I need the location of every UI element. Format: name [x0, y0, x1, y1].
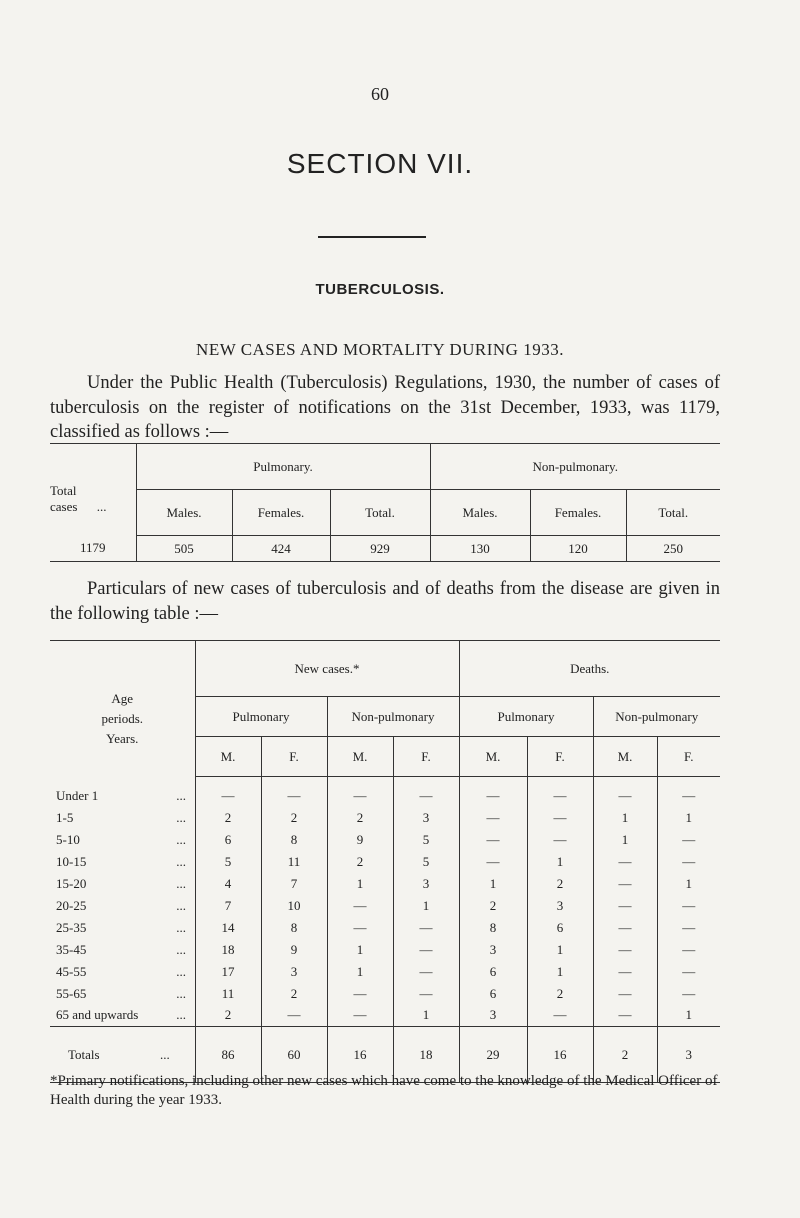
table-row: [50, 939, 720, 961]
age-period: 10-15 ...: [56, 853, 186, 869]
col-header: Males.: [430, 490, 530, 536]
table-cell: —: [527, 829, 593, 851]
table-cell: 1: [459, 873, 527, 895]
table-cell: —: [261, 1005, 327, 1027]
table-cell: 6: [459, 983, 527, 1005]
age-period: 25-35 ...: [56, 919, 186, 935]
table-cell: —: [393, 917, 459, 939]
footnote: *Primary notifications, including other new cases which have come to the knowledge of the Medical Officer of Health during the year 1933.: [50, 1073, 718, 1108]
table-row: [50, 873, 720, 895]
new-cases-header: New cases.*: [195, 641, 459, 697]
table-cell: —: [593, 851, 657, 873]
col-header: Total.: [330, 490, 430, 536]
table-cell: 2: [261, 983, 327, 1005]
table-row: [50, 829, 720, 851]
deaths-pulmonary-header: Pulmonary: [459, 697, 593, 737]
table-cell: —: [657, 983, 720, 1005]
totals-value: 16: [527, 1027, 593, 1083]
table-row: [50, 777, 720, 807]
age-period: 55-65 ...: [56, 985, 186, 1001]
age-period: Under 1 ...: [56, 787, 186, 803]
summary-value: 929: [330, 536, 430, 562]
table-cell: 6: [527, 917, 593, 939]
table-cell: 2: [459, 895, 527, 917]
table-cell: 18: [195, 939, 261, 961]
table-cell: —: [657, 777, 720, 807]
table-cell: —: [327, 917, 393, 939]
non-pulmonary-header: Non-pulmonary.: [430, 444, 720, 490]
table-cell: 8: [261, 917, 327, 939]
summary-value: 250: [626, 536, 720, 562]
deaths-header: Deaths.: [459, 641, 720, 697]
table-cell: 2: [195, 1005, 261, 1027]
table-row: [50, 917, 720, 939]
summary-value: 130: [430, 536, 530, 562]
particulars-paragraph: Particulars of new cases of tuberculosis and of deaths from the disease are given in the following table :—: [50, 579, 720, 624]
table-cell: —: [459, 777, 527, 807]
table-cell: 3: [527, 895, 593, 917]
table-cell: 3: [393, 807, 459, 829]
table-cell: —: [593, 1005, 657, 1027]
table-cell: 5: [195, 851, 261, 873]
table-cell: —: [327, 777, 393, 807]
title-divider: [318, 236, 426, 238]
table-cell: —: [593, 777, 657, 807]
table-cell: 7: [261, 873, 327, 895]
table-cell: —: [657, 829, 720, 851]
table-cell: —: [393, 939, 459, 961]
table-cell: 5: [393, 851, 459, 873]
table-cell: 7: [195, 895, 261, 917]
pulmonary-header: Pulmonary.: [136, 444, 430, 490]
table-cell: 1: [327, 939, 393, 961]
table-cell: 14: [195, 917, 261, 939]
summary-value: 424: [232, 536, 330, 562]
sex-header: F.: [657, 737, 720, 777]
age-period: 5-10 ...: [56, 831, 186, 847]
table-cell: 1: [393, 895, 459, 917]
age-period: 20-25 ...: [56, 897, 186, 913]
age-period: 35-45 ...: [56, 941, 186, 957]
table-cell: 2: [195, 807, 261, 829]
table-cell: —: [393, 983, 459, 1005]
table-cell: 1: [593, 807, 657, 829]
detail-table: [50, 640, 720, 1083]
table-cell: 6: [195, 829, 261, 851]
table-cell: 10: [261, 895, 327, 917]
table-cell: —: [459, 829, 527, 851]
table-cell: 11: [261, 851, 327, 873]
table-cell: —: [327, 895, 393, 917]
col-header: Total.: [626, 490, 720, 536]
table-cell: —: [195, 777, 261, 807]
table-cell: —: [261, 777, 327, 807]
totals-value: 2: [593, 1027, 657, 1083]
new-pulmonary-header: Pulmonary: [195, 697, 327, 737]
totals-value: 16: [327, 1027, 393, 1083]
summary-value: 505: [136, 536, 232, 562]
table-cell: 1: [527, 851, 593, 873]
table-cell: —: [327, 1005, 393, 1027]
subheading: NEW CASES AND MORTALITY DURING 1933.: [196, 340, 564, 359]
table-cell: —: [657, 961, 720, 983]
table-cell: —: [527, 807, 593, 829]
heading: TUBERCULOSIS.: [315, 281, 445, 298]
table-cell: —: [593, 939, 657, 961]
page-number: 60: [371, 84, 389, 104]
age-header: Age periods. Years.: [50, 641, 195, 777]
table-cell: —: [593, 917, 657, 939]
summary-value: 120: [530, 536, 626, 562]
table-cell: 2: [527, 873, 593, 895]
summary-table: [50, 443, 720, 562]
table-cell: 1: [657, 873, 720, 895]
table-cell: —: [657, 917, 720, 939]
table-cell: 2: [261, 807, 327, 829]
table-cell: —: [527, 777, 593, 807]
table-cell: 9: [327, 829, 393, 851]
totals-value: 3: [657, 1027, 720, 1083]
table-cell: —: [393, 777, 459, 807]
table-cell: 9: [261, 939, 327, 961]
new-non-pulmonary-header: Non-pulmonary: [327, 697, 459, 737]
table-cell: 17: [195, 961, 261, 983]
age-period: 65 and upwards ...: [56, 1007, 186, 1023]
totals-label: Totals ...: [50, 1027, 195, 1083]
total-cases-header: Total cases ...: [50, 444, 136, 536]
total-cases-value: 1179: [50, 536, 136, 562]
table-cell: 3: [261, 961, 327, 983]
age-period: 15-20 ...: [56, 875, 186, 891]
table-cell: 1: [593, 829, 657, 851]
sex-header: M.: [195, 737, 261, 777]
table-cell: 2: [527, 983, 593, 1005]
table-cell: —: [593, 873, 657, 895]
table-cell: —: [593, 983, 657, 1005]
totals-value: 86: [195, 1027, 261, 1083]
table-cell: —: [327, 983, 393, 1005]
col-header: Females.: [530, 490, 626, 536]
sex-header: F.: [527, 737, 593, 777]
sex-header: M.: [327, 737, 393, 777]
sex-header: F.: [261, 737, 327, 777]
table-cell: —: [593, 895, 657, 917]
table-row: [50, 961, 720, 983]
table-cell: —: [657, 939, 720, 961]
sex-header: F.: [393, 737, 459, 777]
table-cell: 3: [459, 939, 527, 961]
table-cell: 6: [459, 961, 527, 983]
deaths-non-pulmonary-header: Non-pulmonary: [593, 697, 720, 737]
table-cell: 8: [261, 829, 327, 851]
table-row: [50, 807, 720, 829]
table-row: [50, 1005, 720, 1027]
section-title: SECTION VII.: [286, 148, 474, 179]
table-cell: 8: [459, 917, 527, 939]
table-cell: 3: [393, 873, 459, 895]
table-cell: 2: [327, 807, 393, 829]
table-cell: 1: [527, 939, 593, 961]
table-cell: 2: [327, 851, 393, 873]
table-cell: —: [459, 807, 527, 829]
table-cell: 5: [393, 829, 459, 851]
intro-paragraph: Under the Public Health (Tuberculosis) Regulations, 1930, the number of cases of tuberculosis on the register of notifications on the 31st December, 1933, was 1179, classified as follows :—: [50, 373, 720, 442]
age-period: 45-55 ...: [56, 963, 186, 979]
totals-value: 18: [393, 1027, 459, 1083]
table-cell: —: [657, 895, 720, 917]
table-cell: 4: [195, 873, 261, 895]
age-period: 1-5 ...: [56, 809, 186, 825]
table-cell: 1: [393, 1005, 459, 1027]
table-cell: 1: [327, 873, 393, 895]
table-cell: —: [393, 961, 459, 983]
totals-value: 60: [261, 1027, 327, 1083]
table-cell: 1: [657, 1005, 720, 1027]
table-cell: —: [657, 851, 720, 873]
sex-header: M.: [459, 737, 527, 777]
table-cell: 3: [459, 1005, 527, 1027]
table-row: [50, 851, 720, 873]
table-cell: 1: [657, 807, 720, 829]
table-cell: 11: [195, 983, 261, 1005]
sex-header: M.: [593, 737, 657, 777]
totals-value: 29: [459, 1027, 527, 1083]
table-cell: —: [593, 961, 657, 983]
col-header: Females.: [232, 490, 330, 536]
table-cell: —: [459, 851, 527, 873]
table-row: [50, 983, 720, 1005]
table-cell: —: [527, 1005, 593, 1027]
table-row: [50, 895, 720, 917]
table-cell: 1: [327, 961, 393, 983]
table-cell: 1: [527, 961, 593, 983]
col-header: Males.: [136, 490, 232, 536]
